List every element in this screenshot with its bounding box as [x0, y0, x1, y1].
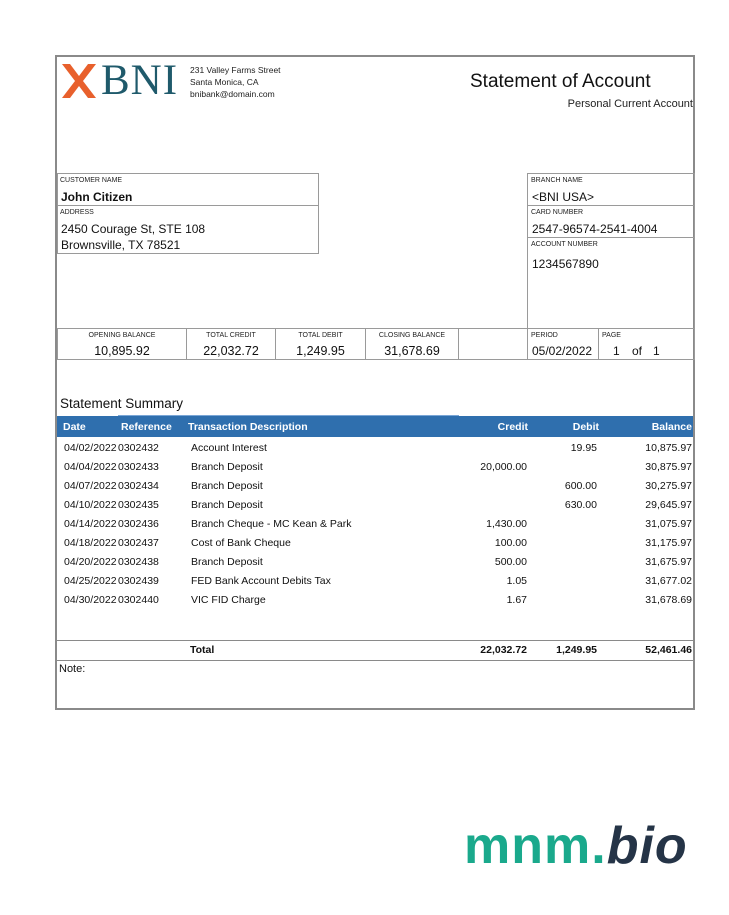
- row-balance: 30,875.97: [645, 461, 692, 473]
- row-date: 04/18/2022: [64, 537, 117, 549]
- bank-logo-text: BNI: [101, 57, 179, 104]
- bank-address: [190, 64, 281, 100]
- account-number: 1234567890: [532, 257, 599, 271]
- total-debit: 1,249.95: [296, 344, 345, 358]
- page-current: 1: [613, 344, 620, 358]
- total-credit-label: TOTAL CREDIT: [206, 332, 256, 339]
- table-row: [57, 572, 693, 591]
- row-description: VIC FID Charge: [191, 594, 266, 606]
- opening-balance: 10,895.92: [94, 344, 150, 358]
- row-reference: 0302436: [118, 518, 159, 530]
- row-debit: 630.00: [564, 499, 597, 511]
- row-reference: 0302439: [118, 575, 159, 587]
- row-balance: 31,075.97: [645, 518, 692, 530]
- row-balance: 10,875.97: [645, 442, 692, 454]
- watermark-logo: [464, 816, 688, 876]
- row-credit: 1.67: [506, 594, 527, 606]
- row-date: 04/14/2022: [64, 518, 117, 530]
- transactions-header: [57, 416, 693, 437]
- total-debit-box: [275, 328, 366, 360]
- table-row: [57, 496, 693, 515]
- opening-balance-label: OPENING BALANCE: [88, 332, 156, 339]
- row-description: Branch Deposit: [191, 461, 263, 473]
- branch-name: <BNI USA>: [532, 190, 595, 204]
- header-date: Date: [63, 421, 86, 433]
- period-value: 05/02/2022: [532, 344, 593, 358]
- row-credit: 500.00: [494, 556, 527, 568]
- row-reference: 0302440: [118, 594, 159, 606]
- statement-subtitle: Personal Current Account: [567, 98, 693, 110]
- closing-balance: 31,678.69: [384, 344, 440, 358]
- closing-balance-label: CLOSING BALANCE: [378, 332, 446, 339]
- account-box: [527, 237, 695, 329]
- row-description: Branch Cheque - MC Kean & Park: [191, 518, 352, 530]
- row-date: 04/30/2022: [64, 594, 117, 606]
- bni-logo-icon: [62, 64, 96, 98]
- statement-document: [55, 55, 695, 710]
- row-date: 04/04/2022: [64, 461, 117, 473]
- customer-name-box: [57, 173, 319, 206]
- row-reference: 0302435: [118, 499, 159, 511]
- total-credit: 22,032.72: [203, 344, 259, 358]
- row-balance: 30,275.97: [645, 480, 692, 492]
- row-balance: 31,677.02: [645, 575, 692, 587]
- row-credit: 20,000.00: [480, 461, 527, 473]
- customer-address-label: ADDRESS: [60, 209, 94, 216]
- table-row: [57, 591, 693, 610]
- row-reference: 0302433: [118, 461, 159, 473]
- total-row: [57, 642, 693, 660]
- table-row: [57, 477, 693, 496]
- customer-name: John Citizen: [61, 190, 133, 204]
- summary-title: Statement Summary: [60, 396, 184, 411]
- row-description: Branch Deposit: [191, 480, 263, 492]
- header-description: Transaction Description: [188, 421, 308, 433]
- row-reference: 0302438: [118, 556, 159, 568]
- table-row: [57, 553, 693, 572]
- row-date: 04/02/2022: [64, 442, 117, 454]
- row-balance: 31,675.97: [645, 556, 692, 568]
- page-total: 1: [653, 344, 660, 358]
- header-debit: Debit: [572, 421, 599, 433]
- total-balance-value: 52,461.46: [645, 644, 692, 656]
- row-reference: 0302437: [118, 537, 159, 549]
- page-box: [598, 328, 695, 360]
- table-row: [57, 439, 693, 458]
- row-date: 04/25/2022: [64, 575, 117, 587]
- period-label: PERIOD: [531, 332, 558, 339]
- total-top-rule: [57, 640, 693, 641]
- table-row: [57, 534, 693, 553]
- customer-address-line2: Brownsville, TX 78521: [61, 238, 181, 252]
- header-credit: Credit: [497, 421, 528, 433]
- page-of: of: [632, 344, 643, 358]
- row-reference: 0302432: [118, 442, 159, 454]
- total-label: Total: [190, 644, 215, 656]
- closing-balance-box: [365, 328, 459, 360]
- account-label: ACCOUNT NUMBER: [531, 241, 598, 248]
- note-label: Note:: [59, 663, 86, 675]
- card-box: [527, 205, 695, 238]
- watermark-part2: bio: [606, 817, 688, 875]
- page-label: PAGE: [602, 332, 621, 339]
- branch-box: [527, 173, 695, 206]
- total-debit-label: TOTAL DEBIT: [298, 332, 343, 339]
- row-credit: 100.00: [494, 537, 527, 549]
- row-date: 04/20/2022: [64, 556, 117, 568]
- table-row: [57, 458, 693, 477]
- total-credit-value: 22,032.72: [480, 644, 527, 656]
- row-description: Branch Deposit: [191, 499, 263, 511]
- header-balance: Balance: [651, 421, 692, 433]
- row-description: Cost of Bank Cheque: [191, 537, 291, 549]
- row-reference: 0302434: [118, 480, 159, 492]
- total-credit-box: [186, 328, 276, 360]
- row-description: FED Bank Account Debits Tax: [191, 575, 331, 587]
- statement-title: Statement of Account: [470, 71, 651, 92]
- totals-spacer-box: [458, 328, 528, 360]
- card-label: CARD NUMBER: [531, 209, 584, 216]
- card-number: 2547-96574-2541-4004: [532, 222, 658, 236]
- row-date: 04/10/2022: [64, 499, 117, 511]
- row-balance: 31,678.69: [645, 594, 692, 606]
- total-debit-value: 1,249.95: [556, 644, 597, 656]
- row-credit: 1,430.00: [486, 518, 527, 530]
- header-reference: Reference: [121, 421, 172, 433]
- row-debit: 600.00: [564, 480, 597, 492]
- row-balance: 31,175.97: [645, 537, 692, 549]
- row-credit: 1.05: [506, 575, 527, 587]
- row-debit: 19.95: [570, 442, 597, 454]
- bank-address-line1: 231 Valley Farms Street: [190, 65, 281, 75]
- row-description: Account Interest: [191, 442, 267, 454]
- row-description: Branch Deposit: [191, 556, 263, 568]
- watermark-part1: mnm.: [464, 817, 607, 875]
- row-date: 04/07/2022: [64, 480, 117, 492]
- total-bottom-rule: [57, 660, 693, 661]
- customer-address-box: [57, 205, 319, 254]
- row-balance: 29,645.97: [645, 499, 692, 511]
- customer-name-label: CUSTOMER NAME: [60, 177, 123, 184]
- bank-email: bnibank@domain.com: [190, 89, 275, 99]
- period-box: [527, 328, 599, 360]
- table-row: [57, 515, 693, 534]
- bank-address-line2: Santa Monica, CA: [190, 77, 259, 87]
- customer-address-line1: 2450 Courage St, STE 108: [61, 222, 206, 236]
- opening-balance-box: [57, 328, 187, 360]
- branch-label: BRANCH NAME: [531, 177, 583, 184]
